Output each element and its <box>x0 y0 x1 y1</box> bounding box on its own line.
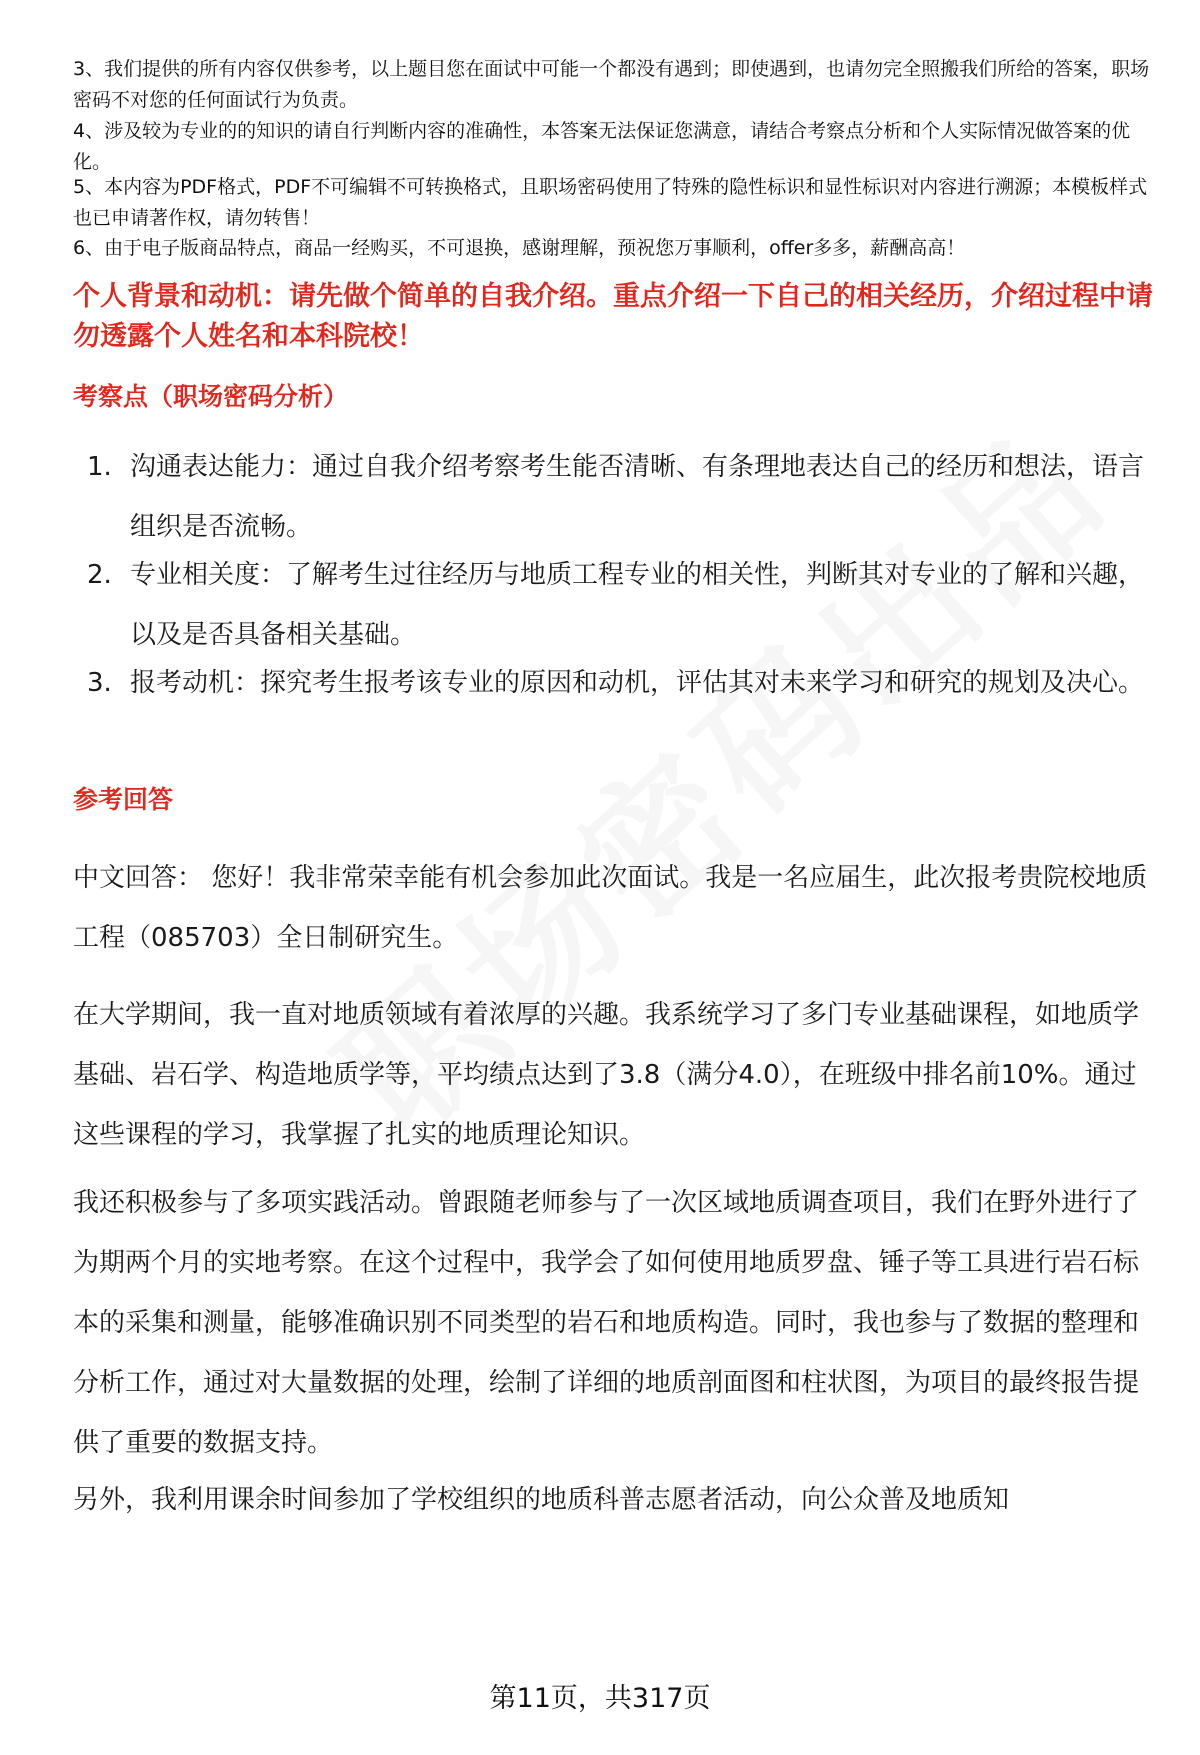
list-item-text: 沟通表达能力：通过自我介绍考察考生能否清晰、有条理地表达自己的经历和想法，语言组织是否流畅。 <box>130 452 1145 542</box>
notice-item-4: 4、涉及较为专业的的知识的请自行判断内容的准确性，本答案无法保证您满意，请结合考察点分析和个人实际情况做答案的优化。 <box>73 120 1131 173</box>
notice-item-3: 3、我们提供的所有内容仅供参考，以上题目您在面试中可能一个都没有遇到；即使遇到，也请勿完全照搬我们所给的答案，职场密码不对您的任何面试行为负责。 <box>73 58 1150 111</box>
list-item <box>87 437 1151 557</box>
list-item-number: 2. <box>87 560 112 590</box>
list-item-number: 3. <box>87 668 112 698</box>
notice-item-6: 6、由于电子版商品特点，商品一经购买，不可退换，感谢理解，预祝您万事顺利，offer多多，薪酬高高！ <box>73 237 966 259</box>
answer-paragraph: 另外，我利用课余时间参加了学校组织的地质科普志愿者活动，向公众普及地质知 <box>73 1485 1010 1515</box>
answer-paragraph: 我还积极参与了多项实践活动。曾跟随老师参与了一次区域地质调查项目，我们在野外进行了为期两个月的实地考察。在这个过程中，我学会了如何使用地质罗盘、锤子等工具进行岩石标本的采集和测量，能够准确识别不同类型的岩石和地质构造。同时，我也参与了数据的整理和分析工作，通过对大量数据的处理，绘制了详细的地质剖面图和柱状图，为项目的最终报告提供了重要的数据支持。 <box>73 1188 1140 1458</box>
analysis-heading: 考察点（职场密码分析） <box>73 382 349 411</box>
list-item-text: 报考动机：探究考生报考该专业的原因和动机，评估其对未来学习和研究的规划及决心。 <box>130 668 1145 698</box>
list-item <box>87 653 1151 713</box>
notice-item-5: 5、本内容为PDF格式，PDF不可编辑不可转换格式，且职场密码使用了特殊的隐性标识和显性标识对内容进行溯源；本模板样式也已申请著作权，请勿转售！ <box>73 176 1148 229</box>
question-heading: 个人背景和动机：请先做个简单的自我介绍。重点介绍一下自己的相关经历，介绍过程中请勿透露个人姓名和本科院校！ <box>73 281 1153 352</box>
list-item <box>87 545 1151 665</box>
page-footer: 第11页，共317页 <box>489 1683 711 1714</box>
answer-heading: 参考回答 <box>73 785 174 814</box>
answer-paragraph: 中文回答： 您好！我非常荣幸能有机会参加此次面试。我是一名应届生，此次报考贵院校地质工程（085703）全日制研究生。 <box>73 863 1148 953</box>
list-item-text: 专业相关度：了解考生过往经历与地质工程专业的相关性，判断其对专业的了解和兴趣，以及是否具备相关基础。 <box>130 560 1145 650</box>
list-item-number: 1. <box>87 452 112 482</box>
answer-paragraph: 在大学期间，我一直对地质领域有着浓厚的兴趣。我系统学习了多门专业基础课程，如地质学基础、岩石学、构造地质学等，平均绩点达到了3.8（满分4.0），在班级中排名前10%。通过这些课程的学习，我掌握了扎实的地质理论知识。 <box>73 1000 1140 1150</box>
